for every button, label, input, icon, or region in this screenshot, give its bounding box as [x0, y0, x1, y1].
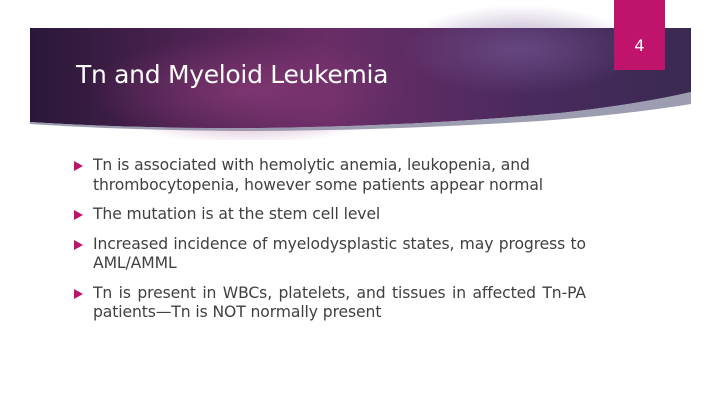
- bullet-item: [72, 156, 586, 195]
- bullet-arrow-icon: [74, 289, 83, 299]
- bullet-item: [72, 205, 586, 225]
- bullet-text: Tn is present in WBCs, platelets, and tissues in affected Tn-PA patients—Tn is NOT normally present: [93, 283, 586, 321]
- page-number: 4: [634, 36, 645, 55]
- bullet-list: [72, 156, 586, 333]
- bullet-arrow-icon: [74, 240, 83, 250]
- bullet-text: Tn is associated with hemolytic anemia, leukopenia, and thrombocytopenia, however some patients appear normal: [93, 156, 544, 194]
- slide-title: Tn and Myeloid Leukemia: [76, 60, 389, 89]
- bullet-arrow-icon: [74, 161, 83, 171]
- bullet-item: [72, 235, 586, 274]
- bullet-text: The mutation is at the stem cell level: [93, 205, 381, 223]
- bullet-item: [72, 284, 586, 323]
- page-number-tab: [614, 0, 665, 70]
- banner-glow-right: [400, 5, 640, 95]
- bullet-text: Increased incidence of myelodysplastic states, may progress to AML/AMML: [93, 234, 586, 272]
- bullet-arrow-icon: [74, 210, 83, 220]
